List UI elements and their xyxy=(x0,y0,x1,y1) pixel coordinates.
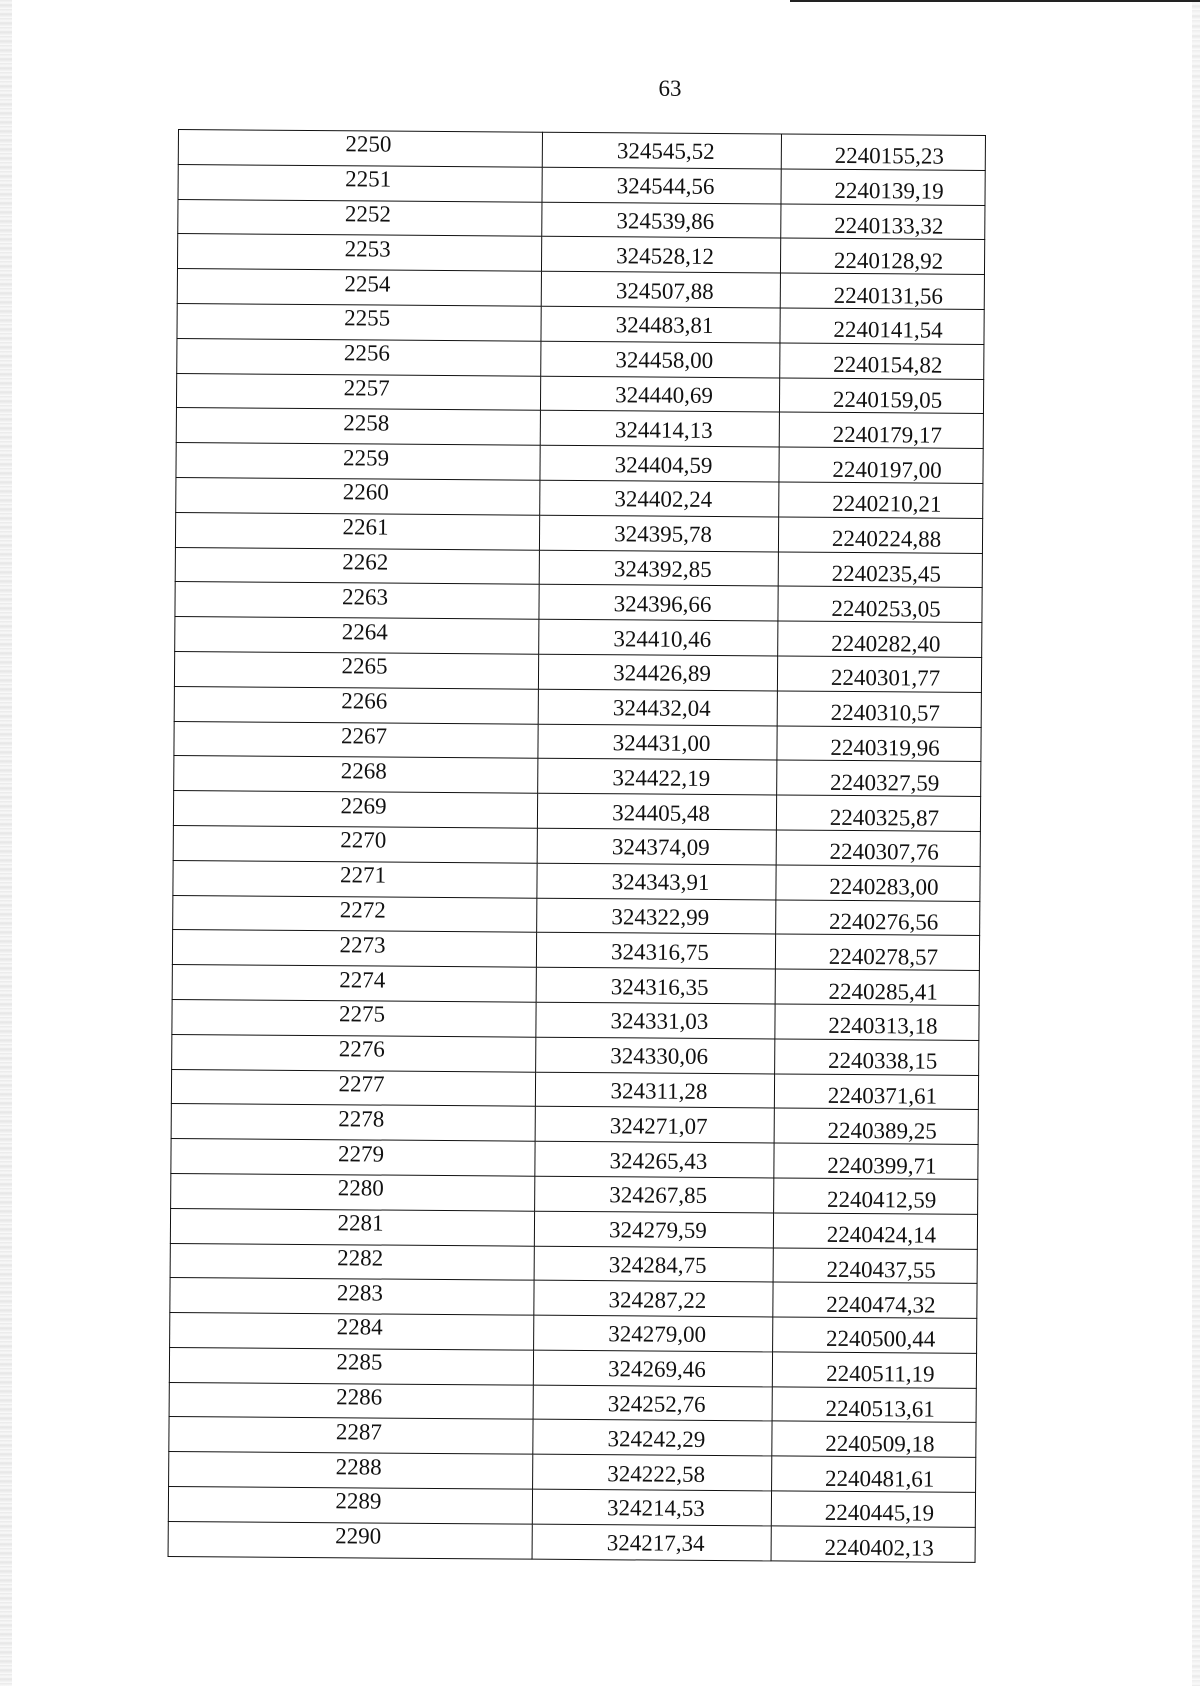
x-coordinate-cell xyxy=(541,306,780,343)
y-coordinate-text: 2240511,19 xyxy=(826,1361,935,1387)
point-number-text: 2290 xyxy=(335,1523,382,1549)
table-row xyxy=(174,686,981,727)
scan-edge-left xyxy=(0,0,12,1686)
point-number-text: 2258 xyxy=(343,410,390,436)
x-coordinate-cell xyxy=(539,619,778,656)
y-coordinate-cell xyxy=(780,343,984,379)
y-coordinate-cell xyxy=(772,1421,976,1457)
x-coordinate-text: 324431,00 xyxy=(612,730,711,756)
x-coordinate-text: 324392,85 xyxy=(613,556,712,582)
x-coordinate-cell xyxy=(537,863,776,900)
point-number-cell xyxy=(178,130,542,167)
table-row xyxy=(170,1278,977,1319)
point-number-text: 2282 xyxy=(337,1245,384,1271)
y-coordinate-text: 2240371,61 xyxy=(827,1082,938,1109)
x-coordinate-cell xyxy=(538,724,777,761)
table-row xyxy=(178,199,985,240)
point-number-text: 2279 xyxy=(337,1140,385,1167)
y-coordinate-text: 2240278,57 xyxy=(828,943,939,970)
table-row xyxy=(176,478,983,519)
table-row xyxy=(174,756,981,797)
table-row xyxy=(172,965,979,1006)
point-number-text: 2278 xyxy=(338,1105,385,1132)
table-row xyxy=(174,651,981,692)
point-number-text: 2280 xyxy=(337,1175,384,1201)
x-coordinate-cell xyxy=(535,1176,774,1213)
y-coordinate-cell xyxy=(772,1352,976,1388)
table-row xyxy=(169,1417,976,1458)
table-row xyxy=(177,234,984,275)
x-coordinate-text: 324269,46 xyxy=(607,1356,706,1383)
x-coordinate-text: 324539,86 xyxy=(616,208,715,234)
point-number-text: 2271 xyxy=(339,862,387,888)
y-coordinate-cell xyxy=(775,1039,979,1075)
point-number-cell xyxy=(172,1034,536,1071)
y-coordinate-text: 2240282,40 xyxy=(831,630,941,657)
point-number-text: 2273 xyxy=(339,931,386,958)
x-coordinate-cell xyxy=(540,411,779,448)
y-coordinate-text: 2240197,00 xyxy=(832,456,942,483)
x-coordinate-cell xyxy=(541,271,780,308)
x-coordinate-text: 324432,04 xyxy=(612,695,711,722)
x-coordinate-cell xyxy=(537,793,776,830)
table-row xyxy=(177,338,984,379)
y-coordinate-text: 2240131,56 xyxy=(833,282,944,309)
y-coordinate-cell xyxy=(775,934,979,970)
point-number-text: 2275 xyxy=(338,1001,386,1027)
y-coordinate-cell xyxy=(780,273,984,309)
scan-top-line xyxy=(790,0,1200,2)
x-coordinate-cell xyxy=(541,237,780,274)
point-number-cell xyxy=(175,547,539,584)
x-coordinate-cell xyxy=(535,1141,774,1178)
x-coordinate-text: 324265,43 xyxy=(609,1147,708,1174)
coordinates-table xyxy=(168,129,986,1563)
y-coordinate-cell xyxy=(778,517,982,553)
y-coordinate-cell xyxy=(776,830,980,866)
table-row xyxy=(168,1521,975,1562)
point-number-cell xyxy=(172,930,536,967)
point-number-text: 2286 xyxy=(336,1384,383,1410)
x-coordinate-cell xyxy=(540,376,779,413)
x-coordinate-text: 324483,81 xyxy=(615,312,714,339)
y-coordinate-text: 2240474,32 xyxy=(826,1291,936,1318)
y-coordinate-cell xyxy=(778,621,982,657)
point-number-cell xyxy=(175,582,539,619)
x-coordinate-text: 324267,85 xyxy=(609,1182,708,1209)
point-number-cell xyxy=(169,1417,533,1454)
x-coordinate-cell xyxy=(537,828,776,865)
point-number-text: 2276 xyxy=(338,1036,385,1062)
y-coordinate-text: 2240481,61 xyxy=(824,1465,935,1492)
y-coordinate-cell xyxy=(776,795,980,831)
point-number-cell xyxy=(175,617,539,654)
y-coordinate-text: 2240154,82 xyxy=(833,352,943,378)
y-coordinate-text: 2240179,17 xyxy=(832,421,943,448)
point-number-cell xyxy=(177,304,541,341)
table-row xyxy=(170,1243,977,1284)
x-coordinate-cell xyxy=(533,1350,772,1387)
table-row xyxy=(177,304,984,345)
table-row xyxy=(168,1487,975,1528)
point-number-text: 2277 xyxy=(338,1071,385,1097)
y-coordinate-cell xyxy=(781,204,985,240)
x-coordinate-text: 324374,09 xyxy=(611,834,710,861)
y-coordinate-cell xyxy=(779,447,983,483)
y-coordinate-text: 2240402,13 xyxy=(824,1535,934,1561)
y-coordinate-text: 2240224,88 xyxy=(831,526,942,552)
y-coordinate-text: 2240310,57 xyxy=(830,699,940,726)
table-row xyxy=(172,999,979,1040)
x-coordinate-text: 324404,59 xyxy=(614,451,713,478)
point-number-text: 2257 xyxy=(343,375,390,401)
point-number-cell xyxy=(169,1382,533,1419)
y-coordinate-cell xyxy=(773,1247,977,1283)
x-coordinate-text: 324528,12 xyxy=(616,243,715,269)
point-number-text: 2288 xyxy=(335,1453,382,1480)
y-coordinate-cell xyxy=(777,691,981,727)
y-coordinate-text: 2240141,54 xyxy=(833,317,943,344)
y-coordinate-text: 2240276,56 xyxy=(829,908,939,935)
x-coordinate-cell xyxy=(538,689,777,726)
point-number-cell xyxy=(172,999,536,1036)
y-coordinate-cell xyxy=(779,482,983,518)
y-coordinate-cell xyxy=(775,969,979,1005)
table-row xyxy=(173,791,980,832)
table-row xyxy=(178,164,985,205)
y-coordinate-text: 2240253,05 xyxy=(831,595,941,622)
y-coordinate-cell xyxy=(774,1178,978,1214)
x-coordinate-cell xyxy=(534,1246,773,1283)
x-coordinate-cell xyxy=(536,933,775,970)
point-number-cell xyxy=(169,1347,533,1384)
x-coordinate-text: 324343,91 xyxy=(611,869,710,896)
y-coordinate-cell xyxy=(779,378,983,414)
table-row xyxy=(170,1313,977,1354)
y-coordinate-text: 2240159,05 xyxy=(832,386,943,413)
y-coordinate-text: 2240235,45 xyxy=(831,560,941,587)
point-number-cell xyxy=(174,651,538,688)
table-row xyxy=(173,895,980,936)
point-number-text: 2284 xyxy=(336,1314,383,1341)
table-row xyxy=(176,408,983,449)
point-number-text: 2272 xyxy=(339,897,386,923)
x-coordinate-cell xyxy=(536,967,775,1004)
y-coordinate-cell xyxy=(780,238,984,274)
table-row xyxy=(171,1173,978,1214)
table-row xyxy=(172,1034,979,1075)
x-coordinate-text: 324402,24 xyxy=(614,486,713,513)
x-coordinate-text: 324252,76 xyxy=(607,1391,706,1418)
point-number-cell xyxy=(177,234,541,271)
x-coordinate-cell xyxy=(533,1454,772,1491)
x-coordinate-cell xyxy=(541,341,780,378)
y-coordinate-text: 2240424,14 xyxy=(826,1221,937,1248)
x-coordinate-text: 324214,53 xyxy=(606,1495,705,1522)
point-number-text: 2285 xyxy=(336,1349,383,1375)
x-coordinate-text: 324284,75 xyxy=(608,1252,707,1278)
x-coordinate-text: 324507,88 xyxy=(615,277,714,304)
y-coordinate-text: 2240389,25 xyxy=(827,1117,937,1144)
x-coordinate-cell xyxy=(538,759,777,796)
point-number-text: 2281 xyxy=(337,1210,384,1236)
coordinates-table-wrapper xyxy=(168,129,985,1563)
y-coordinate-cell xyxy=(778,586,982,622)
point-number-cell xyxy=(170,1313,534,1350)
y-coordinate-text: 2240155,23 xyxy=(834,143,945,170)
point-number-text: 2269 xyxy=(340,792,387,819)
point-number-cell xyxy=(176,443,540,480)
x-coordinate-cell xyxy=(537,898,776,935)
x-coordinate-cell xyxy=(532,1524,771,1561)
x-coordinate-cell xyxy=(534,1211,773,1248)
x-coordinate-cell xyxy=(540,480,779,517)
x-coordinate-text: 324422,19 xyxy=(612,764,711,791)
y-coordinate-cell xyxy=(772,1387,976,1423)
point-number-cell xyxy=(175,512,539,549)
point-number-text: 2268 xyxy=(340,757,387,784)
point-number-cell xyxy=(168,1487,532,1524)
point-number-text: 2263 xyxy=(341,584,389,610)
table-row xyxy=(174,721,981,762)
x-coordinate-cell xyxy=(533,1420,772,1457)
y-coordinate-cell xyxy=(771,1526,975,1562)
y-coordinate-cell xyxy=(773,1213,977,1249)
x-coordinate-cell xyxy=(534,1280,773,1317)
x-coordinate-text: 324242,29 xyxy=(607,1426,706,1452)
table-row xyxy=(177,269,984,310)
point-number-text: 2259 xyxy=(343,444,390,471)
point-number-text: 2274 xyxy=(339,966,386,993)
y-coordinate-text: 2240325,87 xyxy=(829,804,940,831)
y-coordinate-cell xyxy=(777,725,981,761)
table-row xyxy=(175,582,982,623)
x-coordinate-cell xyxy=(534,1315,773,1352)
x-coordinate-cell xyxy=(540,445,779,482)
y-coordinate-cell xyxy=(776,899,980,935)
point-number-cell xyxy=(170,1208,534,1245)
x-coordinate-cell xyxy=(542,202,781,239)
point-number-text: 2260 xyxy=(342,479,389,505)
point-number-cell xyxy=(174,721,538,758)
y-coordinate-cell xyxy=(781,169,985,205)
point-number-text: 2251 xyxy=(345,166,392,192)
y-coordinate-text: 2240307,76 xyxy=(829,839,939,865)
table-row xyxy=(178,130,985,171)
y-coordinate-text: 2240412,59 xyxy=(826,1187,937,1213)
point-number-cell xyxy=(170,1278,534,1315)
point-number-cell xyxy=(171,1173,535,1210)
x-coordinate-text: 324279,00 xyxy=(608,1321,707,1348)
x-coordinate-cell xyxy=(533,1385,772,1422)
point-number-text: 2261 xyxy=(342,514,389,540)
point-number-cell xyxy=(173,825,537,862)
y-coordinate-cell xyxy=(773,1317,977,1353)
point-number-cell xyxy=(174,756,538,793)
table-row xyxy=(173,825,980,866)
y-coordinate-text: 2240319,96 xyxy=(830,734,940,761)
point-number-text: 2287 xyxy=(335,1419,383,1445)
point-number-cell xyxy=(176,373,540,410)
y-coordinate-text: 2240133,32 xyxy=(834,212,944,239)
point-number-cell xyxy=(173,791,537,828)
x-coordinate-text: 324271,07 xyxy=(609,1112,708,1139)
y-coordinate-cell xyxy=(780,308,984,344)
point-number-cell xyxy=(174,686,538,723)
y-coordinate-cell xyxy=(774,1108,978,1144)
table-row xyxy=(169,1452,976,1493)
point-number-text: 2253 xyxy=(344,236,391,262)
point-number-cell xyxy=(171,1139,535,1176)
x-coordinate-text: 324330,06 xyxy=(610,1043,709,1070)
point-number-cell xyxy=(169,1452,533,1489)
x-coordinate-text: 324405,48 xyxy=(612,799,710,826)
point-number-cell xyxy=(170,1243,534,1280)
x-coordinate-text: 324410,46 xyxy=(613,625,712,652)
x-coordinate-cell xyxy=(539,550,778,587)
y-coordinate-cell xyxy=(774,1073,978,1109)
point-number-cell xyxy=(176,478,540,515)
y-coordinate-text: 2240313,18 xyxy=(828,1013,938,1039)
table-row xyxy=(175,617,982,658)
x-coordinate-text: 324414,13 xyxy=(614,417,713,443)
y-coordinate-cell xyxy=(772,1456,976,1492)
point-number-cell xyxy=(177,269,541,306)
y-coordinate-text: 2240513,61 xyxy=(825,1395,935,1422)
x-coordinate-cell xyxy=(538,654,777,691)
x-coordinate-text: 324222,58 xyxy=(607,1460,706,1487)
point-number-cell xyxy=(171,1104,535,1141)
x-coordinate-text: 324322,99 xyxy=(611,904,710,930)
x-coordinate-text: 324287,22 xyxy=(608,1286,707,1313)
y-coordinate-cell xyxy=(781,134,985,170)
table-row xyxy=(171,1104,978,1145)
x-coordinate-text: 324316,75 xyxy=(611,938,709,965)
x-coordinate-text: 324458,00 xyxy=(615,347,714,374)
x-coordinate-text: 324311,28 xyxy=(610,1078,708,1104)
point-number-cell xyxy=(168,1521,532,1558)
y-coordinate-text: 2240128,92 xyxy=(833,247,944,274)
point-number-cell xyxy=(178,164,542,201)
x-coordinate-text: 324544,56 xyxy=(616,173,715,200)
point-number-cell xyxy=(177,338,541,375)
x-coordinate-text: 324217,34 xyxy=(606,1530,705,1557)
point-number-text: 2262 xyxy=(342,549,389,575)
y-coordinate-text: 2240285,41 xyxy=(828,978,938,1005)
x-coordinate-cell xyxy=(539,515,778,552)
point-number-cell xyxy=(171,1069,535,1106)
y-coordinate-cell xyxy=(778,552,982,588)
table-row xyxy=(172,930,979,971)
page-number: 63 xyxy=(658,76,682,101)
point-number-text: 2266 xyxy=(341,688,388,714)
y-coordinate-cell xyxy=(779,412,983,448)
table-row xyxy=(170,1208,977,1249)
y-coordinate-cell xyxy=(777,760,981,796)
point-number-text: 2270 xyxy=(340,827,387,853)
x-coordinate-cell xyxy=(542,132,781,169)
y-coordinate-cell xyxy=(777,656,981,692)
x-coordinate-text: 324396,66 xyxy=(613,590,712,617)
point-number-text: 2250 xyxy=(345,131,392,157)
x-coordinate-cell xyxy=(532,1489,771,1526)
point-number-text: 2267 xyxy=(340,723,388,749)
table-row xyxy=(173,860,980,901)
table-row xyxy=(171,1069,978,1110)
point-number-text: 2256 xyxy=(343,340,390,366)
x-coordinate-text: 324545,52 xyxy=(616,138,715,165)
y-coordinate-text: 2240437,55 xyxy=(826,1256,936,1283)
point-number-cell xyxy=(173,895,537,932)
x-coordinate-text: 324426,89 xyxy=(613,660,711,687)
y-coordinate-text: 2240399,71 xyxy=(827,1152,937,1179)
point-number-text: 2283 xyxy=(336,1279,384,1306)
table-row xyxy=(175,547,982,588)
y-coordinate-text: 2240301,77 xyxy=(830,665,941,691)
y-coordinate-text: 2240327,59 xyxy=(830,769,940,796)
table-row xyxy=(169,1382,976,1423)
y-coordinate-text: 2240139,19 xyxy=(834,178,944,204)
x-coordinate-cell xyxy=(536,1002,775,1039)
scan-edge-right xyxy=(1192,0,1200,1686)
point-number-text: 2289 xyxy=(335,1488,382,1515)
point-number-text: 2264 xyxy=(341,618,388,645)
y-coordinate-cell xyxy=(774,1143,978,1179)
x-coordinate-text: 324395,78 xyxy=(614,521,713,548)
point-number-text: 2255 xyxy=(344,305,391,331)
y-coordinate-text: 2240283,00 xyxy=(829,873,939,900)
point-number-cell xyxy=(176,408,540,445)
x-coordinate-text: 324440,69 xyxy=(615,382,714,408)
x-coordinate-cell xyxy=(535,1107,774,1144)
y-coordinate-cell xyxy=(775,1004,979,1040)
x-coordinate-cell xyxy=(539,585,778,622)
table-row xyxy=(171,1139,978,1180)
table-row xyxy=(169,1347,976,1388)
point-number-cell xyxy=(178,199,542,236)
y-coordinate-text: 2240509,18 xyxy=(825,1430,935,1457)
y-coordinate-text: 2240338,15 xyxy=(827,1047,938,1074)
y-coordinate-cell xyxy=(773,1282,977,1318)
point-number-text: 2254 xyxy=(344,270,391,297)
table-row xyxy=(176,443,983,484)
x-coordinate-text: 324316,35 xyxy=(610,973,709,1000)
point-number-cell xyxy=(173,860,537,897)
point-number-text: 2265 xyxy=(341,653,388,679)
y-coordinate-cell xyxy=(771,1491,975,1527)
y-coordinate-text: 2240445,19 xyxy=(824,1500,935,1527)
y-coordinate-text: 2240210,21 xyxy=(832,491,942,518)
x-coordinate-text: 324279,59 xyxy=(608,1217,707,1244)
table-row xyxy=(175,512,982,553)
y-coordinate-text: 2240500,44 xyxy=(825,1326,936,1353)
x-coordinate-cell xyxy=(536,1037,775,1074)
x-coordinate-cell xyxy=(535,1072,774,1109)
point-number-text: 2252 xyxy=(344,201,391,227)
x-coordinate-text: 324331,03 xyxy=(610,1008,709,1035)
coordinates-table-body xyxy=(168,130,985,1563)
table-row xyxy=(176,373,983,414)
x-coordinate-cell xyxy=(542,167,781,204)
point-number-cell xyxy=(172,965,536,1002)
y-coordinate-cell xyxy=(776,865,980,901)
